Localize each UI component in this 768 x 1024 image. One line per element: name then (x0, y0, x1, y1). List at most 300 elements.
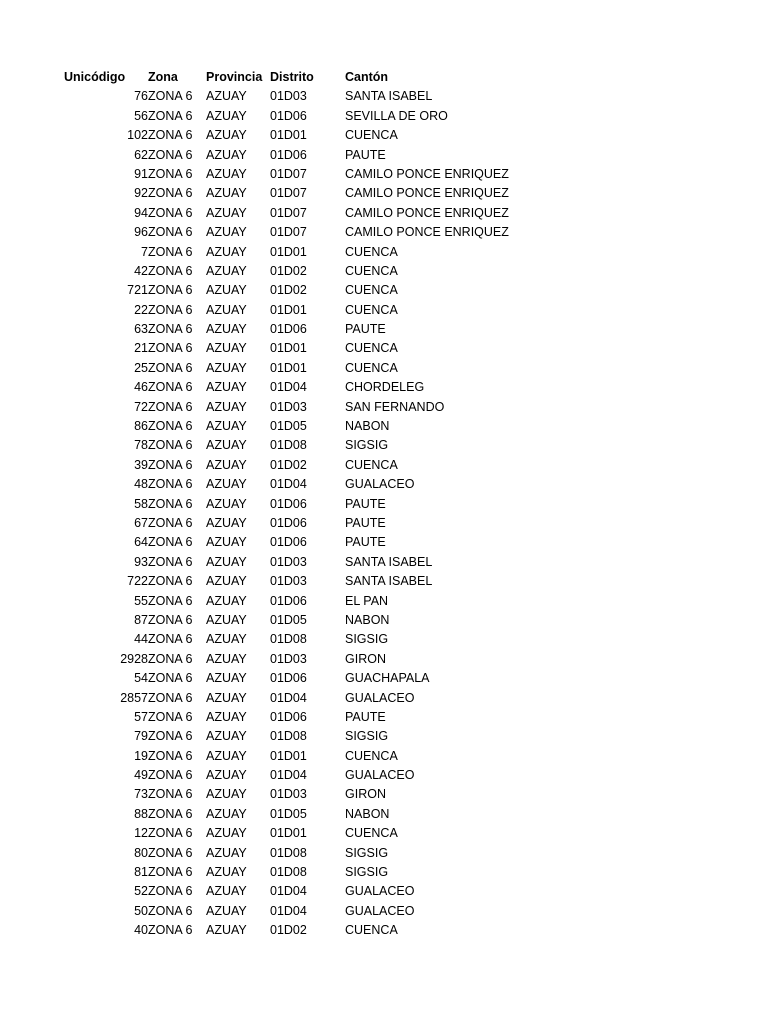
table-row (0, 436, 768, 455)
distrito-cell: 01D05 (270, 419, 307, 434)
provincia-cell: AZUAY (206, 865, 247, 880)
zona-cell: ZONA 6 (148, 787, 193, 802)
canton-cell: GIRON (345, 787, 386, 802)
canton-cell: CUENCA (345, 263, 398, 278)
provincia-cell: AZUAY (206, 205, 247, 220)
unicodigo-cell-wrap (0, 863, 148, 882)
unicodigo-cell-wrap (0, 650, 148, 669)
provincia-cell: AZUAY (206, 166, 247, 181)
unicodigo-cell-wrap (0, 630, 148, 649)
table-row (0, 921, 768, 940)
canton-cell: SIGSIG (345, 729, 389, 744)
provincia-cell: AZUAY (206, 419, 247, 434)
provincia-cell: AZUAY (206, 108, 247, 123)
distrito-cell: 01D01 (270, 244, 307, 259)
canton-cell: CUENCA (345, 457, 398, 472)
table-row (0, 126, 768, 145)
zona-cell: ZONA 6 (148, 147, 193, 162)
unicodigo-cell-wrap (0, 553, 148, 572)
table-row (0, 844, 768, 863)
unicodigo-cell-wrap (0, 184, 148, 203)
provincia-cell: AZUAY (206, 496, 247, 511)
unicodigo-cell: 94 (134, 205, 148, 220)
canton-cell: CUENCA (345, 341, 398, 356)
unicodigo-cell: 12 (134, 826, 148, 841)
unicodigo-cell: 87 (134, 612, 148, 627)
table-row (0, 766, 768, 785)
zona-cell: ZONA 6 (148, 690, 193, 705)
provincia-cell: AZUAY (206, 457, 247, 472)
unicodigo-cell: 86 (134, 419, 148, 434)
unicodigo-cell: 2857 (120, 690, 148, 705)
unicodigo-cell-wrap (0, 126, 148, 145)
table-row (0, 204, 768, 223)
unicodigo-cell: 40 (134, 923, 148, 938)
provincia-cell: AZUAY (206, 535, 247, 550)
unicodigo-cell-wrap (0, 146, 148, 165)
unicodigo-cell: 56 (134, 108, 148, 123)
unicodigo-cell: 63 (134, 322, 148, 337)
canton-cell: GUALACEO (345, 903, 415, 918)
zona-cell: ZONA 6 (148, 457, 193, 472)
table-row (0, 281, 768, 300)
zona-cell: ZONA 6 (148, 128, 193, 143)
unicodigo-cell-wrap (0, 475, 148, 494)
zona-cell: ZONA 6 (148, 671, 193, 686)
unicodigo-cell: 39 (134, 457, 148, 472)
distrito-cell: 01D04 (270, 477, 307, 492)
unicodigo-cell: 46 (134, 380, 148, 395)
provincia-cell: AZUAY (206, 651, 247, 666)
distrito-cell: 01D03 (270, 554, 307, 569)
distrito-cell: 01D08 (270, 845, 307, 860)
distrito-cell: 01D04 (270, 884, 307, 899)
distrito-cell: 01D06 (270, 108, 307, 123)
table-row (0, 359, 768, 378)
unicodigo-cell-wrap (0, 107, 148, 126)
zona-cell: ZONA 6 (148, 244, 193, 259)
unicodigo-cell-wrap (0, 844, 148, 863)
distrito-cell: 01D08 (270, 438, 307, 453)
zona-cell: ZONA 6 (148, 166, 193, 181)
table-row (0, 785, 768, 804)
canton-cell: GUALACEO (345, 690, 415, 705)
unicodigo-cell: 76 (134, 89, 148, 104)
unicodigo-cell: 80 (134, 845, 148, 860)
canton-cell: GUACHAPALA (345, 671, 430, 686)
distrito-cell: 01D06 (270, 515, 307, 530)
table-row (0, 533, 768, 552)
provincia-cell: AZUAY (206, 884, 247, 899)
zona-cell: ZONA 6 (148, 399, 193, 414)
table-row (0, 165, 768, 184)
table-row (0, 669, 768, 688)
table-row (0, 456, 768, 475)
zona-cell: ZONA 6 (148, 574, 193, 589)
table-row (0, 863, 768, 882)
zona-cell: ZONA 6 (148, 477, 193, 492)
canton-cell: CUENCA (345, 923, 398, 938)
distrito-cell: 01D06 (270, 709, 307, 724)
unicodigo-cell-wrap (0, 514, 148, 533)
table-row (0, 902, 768, 921)
provincia-cell: AZUAY (206, 554, 247, 569)
distrito-cell: 01D04 (270, 903, 307, 918)
distrito-cell: 01D04 (270, 690, 307, 705)
table-row (0, 495, 768, 514)
unicodigo-cell: 96 (134, 225, 148, 240)
unicodigo-cell-wrap (0, 495, 148, 514)
table-row (0, 320, 768, 339)
unicodigo-cell-wrap (0, 669, 148, 688)
provincia-cell: AZUAY (206, 787, 247, 802)
zona-cell: ZONA 6 (148, 865, 193, 880)
table-row (0, 301, 768, 320)
header-zona: Zona (148, 70, 178, 84)
distrito-cell: 01D02 (270, 923, 307, 938)
table-body (0, 87, 768, 940)
zona-cell: ZONA 6 (148, 593, 193, 608)
provincia-cell: AZUAY (206, 263, 247, 278)
table-row (0, 262, 768, 281)
distrito-cell: 01D08 (270, 632, 307, 647)
unicodigo-cell-wrap (0, 611, 148, 630)
zona-cell: ZONA 6 (148, 651, 193, 666)
provincia-cell: AZUAY (206, 283, 247, 298)
header-row (0, 68, 768, 87)
canton-cell: CHORDELEG (345, 380, 425, 395)
header-canton: Cantón (345, 70, 389, 84)
provincia-cell: AZUAY (206, 748, 247, 763)
unicodigo-cell-wrap (0, 320, 148, 339)
unicodigo-cell: 721 (127, 283, 148, 298)
zona-cell: ZONA 6 (148, 923, 193, 938)
header-unicodigo: Unicódigo (64, 70, 126, 84)
unicodigo-cell: 72 (134, 399, 148, 414)
canton-cell: SIGSIG (345, 438, 389, 453)
distrito-cell: 01D06 (270, 147, 307, 162)
provincia-cell: AZUAY (206, 360, 247, 375)
unicodigo-cell-wrap (0, 301, 148, 320)
distrito-cell: 01D07 (270, 225, 307, 240)
canton-cell: CUENCA (345, 283, 398, 298)
unicodigo-cell-wrap (0, 533, 148, 552)
canton-cell: CUENCA (345, 748, 398, 763)
zona-cell: ZONA 6 (148, 632, 193, 647)
zona-cell: ZONA 6 (148, 884, 193, 899)
header-provincia: Provincia (206, 70, 263, 84)
table-row (0, 611, 768, 630)
unicodigo-cell-wrap (0, 456, 148, 475)
canton-cell: SANTA ISABEL (345, 89, 433, 104)
unicodigo-cell: 7 (141, 244, 148, 259)
unicodigo-cell-wrap (0, 417, 148, 436)
zona-cell: ZONA 6 (148, 903, 193, 918)
unicodigo-cell-wrap (0, 708, 148, 727)
zona-cell: ZONA 6 (148, 806, 193, 821)
canton-cell: CAMILO PONCE ENRIQUEZ (345, 225, 509, 240)
unicodigo-cell-wrap (0, 339, 148, 358)
provincia-cell: AZUAY (206, 690, 247, 705)
distrito-cell: 01D07 (270, 186, 307, 201)
table-row (0, 689, 768, 708)
zona-cell: ZONA 6 (148, 709, 193, 724)
distrito-cell: 01D02 (270, 283, 307, 298)
table-row (0, 630, 768, 649)
distrito-cell: 01D08 (270, 865, 307, 880)
unicodigo-cell-wrap (0, 243, 148, 262)
unicodigo-cell: 58 (134, 496, 148, 511)
zona-cell: ZONA 6 (148, 748, 193, 763)
distrito-cell: 01D06 (270, 593, 307, 608)
canton-cell: SIGSIG (345, 865, 389, 880)
provincia-cell: AZUAY (206, 593, 247, 608)
table-row (0, 553, 768, 572)
zona-cell: ZONA 6 (148, 438, 193, 453)
unicodigo-cell-wrap (0, 921, 148, 940)
provincia-cell: AZUAY (206, 244, 247, 259)
table-row (0, 572, 768, 591)
table-row (0, 107, 768, 126)
unicodigo-cell: 81 (134, 865, 148, 880)
provincia-cell: AZUAY (206, 806, 247, 821)
unicodigo-cell-wrap (0, 223, 148, 242)
distrito-cell: 01D03 (270, 574, 307, 589)
canton-cell: GIRON (345, 651, 386, 666)
table-row (0, 146, 768, 165)
zona-cell: ZONA 6 (148, 515, 193, 530)
canton-cell: GUALACEO (345, 884, 415, 899)
canton-cell: SAN FERNANDO (345, 399, 445, 414)
zona-cell: ZONA 6 (148, 205, 193, 220)
provincia-cell: AZUAY (206, 632, 247, 647)
unicodigo-cell-wrap (0, 436, 148, 455)
zona-cell: ZONA 6 (148, 612, 193, 627)
unicodigo-cell: 88 (134, 806, 148, 821)
unicodigo-cell: 62 (134, 147, 148, 162)
provincia-cell: AZUAY (206, 729, 247, 744)
unicodigo-cell: 42 (134, 263, 148, 278)
unicodigo-cell: 79 (134, 729, 148, 744)
unicodigo-cell-wrap (0, 766, 148, 785)
canton-cell: CAMILO PONCE ENRIQUEZ (345, 205, 509, 220)
canton-cell: GUALACEO (345, 768, 415, 783)
distrito-cell: 01D02 (270, 457, 307, 472)
canton-cell: CUENCA (345, 302, 398, 317)
table-row (0, 650, 768, 669)
unicodigo-cell: 19 (134, 748, 148, 763)
provincia-cell: AZUAY (206, 438, 247, 453)
unicodigo-cell: 48 (134, 477, 148, 492)
unicodigo-cell: 50 (134, 903, 148, 918)
unicodigo-cell-wrap (0, 785, 148, 804)
unicodigo-cell: 102 (127, 128, 148, 143)
zona-cell: ZONA 6 (148, 729, 193, 744)
unicodigo-cell-wrap (0, 689, 148, 708)
provincia-cell: AZUAY (206, 380, 247, 395)
unicodigo-cell-wrap (0, 824, 148, 843)
zona-cell: ZONA 6 (148, 360, 193, 375)
table-row (0, 805, 768, 824)
canton-cell: PAUTE (345, 147, 386, 162)
unicodigo-cell-wrap (0, 747, 148, 766)
unicodigo-cell: 78 (134, 438, 148, 453)
table-row (0, 727, 768, 746)
table-row (0, 708, 768, 727)
provincia-cell: AZUAY (206, 845, 247, 860)
canton-cell: SEVILLA DE ORO (345, 108, 448, 123)
provincia-cell: AZUAY (206, 574, 247, 589)
table-row (0, 475, 768, 494)
unicodigo-cell: 722 (127, 574, 148, 589)
provincia-cell: AZUAY (206, 826, 247, 841)
table-row (0, 592, 768, 611)
zona-cell: ZONA 6 (148, 554, 193, 569)
distrito-cell: 01D03 (270, 787, 307, 802)
unicodigo-cell-wrap (0, 165, 148, 184)
unicodigo-cell-wrap (0, 805, 148, 824)
provincia-cell: AZUAY (206, 923, 247, 938)
unicodigo-cell: 67 (134, 515, 148, 530)
distrito-cell: 01D05 (270, 806, 307, 821)
unicodigo-cell-wrap (0, 882, 148, 901)
canton-cell: CUENCA (345, 128, 398, 143)
provincia-cell: AZUAY (206, 671, 247, 686)
canton-cell: PAUTE (345, 535, 386, 550)
unicodigo-cell: 21 (134, 341, 148, 356)
unicodigo-cell: 22 (134, 302, 148, 317)
table-row (0, 514, 768, 533)
zona-cell: ZONA 6 (148, 419, 193, 434)
zona-cell: ZONA 6 (148, 768, 193, 783)
provincia-cell: AZUAY (206, 128, 247, 143)
unicodigo-cell-wrap (0, 87, 148, 106)
unicodigo-cell-wrap (0, 359, 148, 378)
zona-cell: ZONA 6 (148, 89, 193, 104)
zona-cell: ZONA 6 (148, 263, 193, 278)
provincia-cell: AZUAY (206, 322, 247, 337)
provincia-cell: AZUAY (206, 612, 247, 627)
zona-cell: ZONA 6 (148, 283, 193, 298)
zona-cell: ZONA 6 (148, 186, 193, 201)
distrito-cell: 01D03 (270, 399, 307, 414)
distrito-cell: 01D06 (270, 535, 307, 550)
zona-cell: ZONA 6 (148, 535, 193, 550)
canton-cell: CAMILO PONCE ENRIQUEZ (345, 166, 509, 181)
zona-cell: ZONA 6 (148, 341, 193, 356)
canton-cell: PAUTE (345, 709, 386, 724)
provincia-cell: AZUAY (206, 399, 247, 414)
distrito-cell: 01D06 (270, 496, 307, 511)
table-row (0, 747, 768, 766)
distrito-cell: 01D01 (270, 302, 307, 317)
unicodigo-cell-wrap (0, 727, 148, 746)
zona-cell: ZONA 6 (148, 826, 193, 841)
unicodigo-cell-wrap (0, 902, 148, 921)
table-row (0, 184, 768, 203)
spreadsheet-table (0, 68, 768, 941)
unicodigo-cell-wrap (0, 262, 148, 281)
distrito-cell: 01D01 (270, 748, 307, 763)
canton-cell: PAUTE (345, 515, 386, 530)
provincia-cell: AZUAY (206, 903, 247, 918)
header-distrito: Distrito (270, 70, 314, 84)
unicodigo-cell-wrap (0, 204, 148, 223)
canton-cell: SANTA ISABEL (345, 574, 433, 589)
canton-cell: EL PAN (345, 593, 389, 608)
table-row (0, 223, 768, 242)
canton-cell: NABON (345, 612, 390, 627)
canton-cell: SIGSIG (345, 632, 389, 647)
canton-cell: CUENCA (345, 360, 398, 375)
unicodigo-cell: 64 (134, 535, 148, 550)
zona-cell: ZONA 6 (148, 322, 193, 337)
unicodigo-cell: 57 (134, 709, 148, 724)
unicodigo-cell: 52 (134, 884, 148, 899)
unicodigo-cell: 44 (134, 632, 148, 647)
distrito-cell: 01D07 (270, 166, 307, 181)
table-row (0, 87, 768, 106)
distrito-cell: 01D03 (270, 651, 307, 666)
distrito-cell: 01D08 (270, 729, 307, 744)
canton-cell: SIGSIG (345, 845, 389, 860)
distrito-cell: 01D01 (270, 360, 307, 375)
zona-cell: ZONA 6 (148, 845, 193, 860)
distrito-cell: 01D05 (270, 612, 307, 627)
unicodigo-cell: 54 (134, 671, 148, 686)
distrito-cell: 01D06 (270, 671, 307, 686)
provincia-cell: AZUAY (206, 89, 247, 104)
distrito-cell: 01D01 (270, 128, 307, 143)
unicodigo-cell: 2928 (120, 651, 148, 666)
canton-cell: NABON (345, 419, 390, 434)
canton-cell: CAMILO PONCE ENRIQUEZ (345, 186, 509, 201)
provincia-cell: AZUAY (206, 709, 247, 724)
canton-cell: PAUTE (345, 322, 386, 337)
provincia-cell: AZUAY (206, 515, 247, 530)
provincia-cell: AZUAY (206, 768, 247, 783)
canton-cell: CUENCA (345, 826, 398, 841)
zona-cell: ZONA 6 (148, 302, 193, 317)
unicodigo-cell-wrap (0, 378, 148, 397)
zona-cell: ZONA 6 (148, 380, 193, 395)
unicodigo-cell-wrap (0, 398, 148, 417)
distrito-cell: 01D06 (270, 322, 307, 337)
unicodigo-cell: 92 (134, 186, 148, 201)
unicodigo-cell: 93 (134, 554, 148, 569)
unicodigo-cell: 91 (134, 166, 148, 181)
table-row (0, 417, 768, 436)
provincia-cell: AZUAY (206, 225, 247, 240)
distrito-cell: 01D01 (270, 341, 307, 356)
distrito-cell: 01D04 (270, 768, 307, 783)
unicodigo-cell: 55 (134, 593, 148, 608)
table-row (0, 378, 768, 397)
canton-cell: PAUTE (345, 496, 386, 511)
unicodigo-cell-wrap (0, 281, 148, 300)
distrito-cell: 01D02 (270, 263, 307, 278)
distrito-cell: 01D07 (270, 205, 307, 220)
provincia-cell: AZUAY (206, 186, 247, 201)
unicodigo-cell: 49 (134, 768, 148, 783)
zona-cell: ZONA 6 (148, 225, 193, 240)
unicodigo-cell-wrap (0, 592, 148, 611)
table-row (0, 243, 768, 262)
unicodigo-cell: 73 (134, 787, 148, 802)
distrito-cell: 01D01 (270, 826, 307, 841)
canton-cell: GUALACEO (345, 477, 415, 492)
provincia-cell: AZUAY (206, 302, 247, 317)
